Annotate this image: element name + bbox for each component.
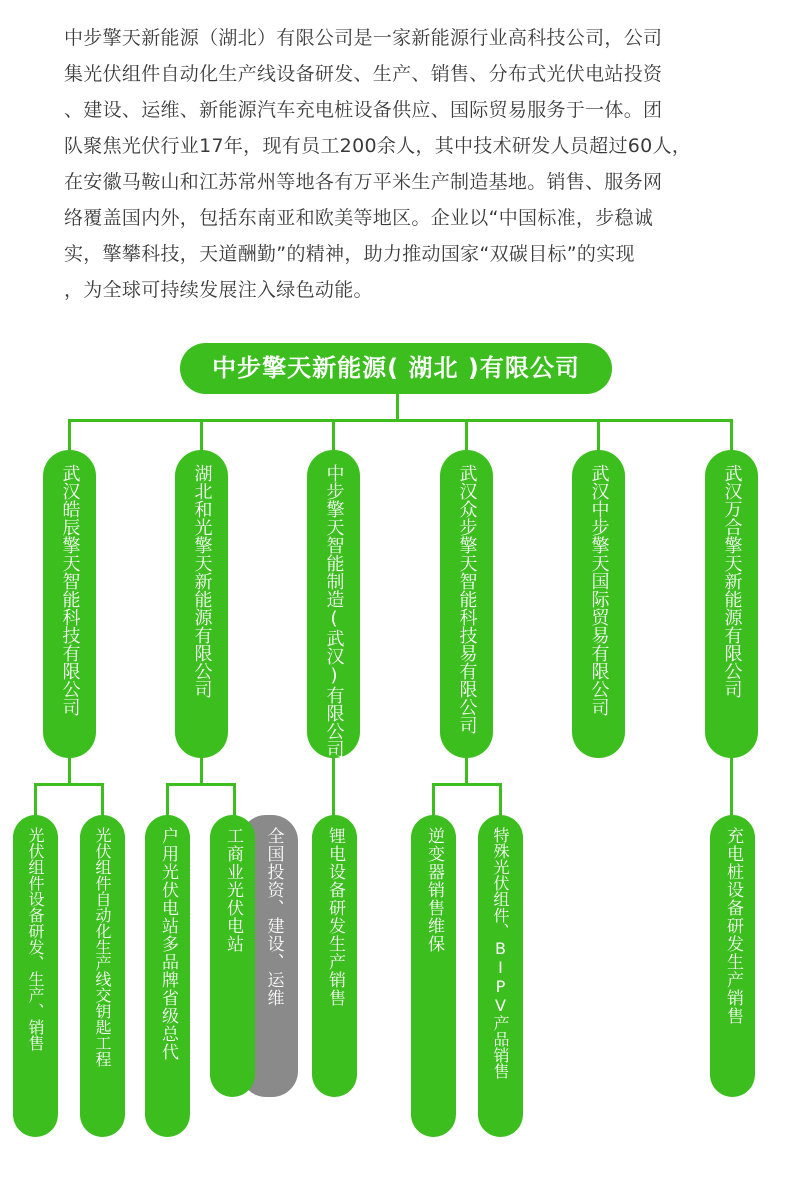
intro-line: 中步擎天新能源（湖北）有限公司是一家新能源行业高科技公司，公司 [64,27,663,49]
connector-drop [332,419,335,452]
subsidiary-label: 武汉中步擎天国际贸易有限公司 [588,464,610,716]
business-label: 户用光伏电站多品牌省级总代 [158,827,178,1061]
business-box [80,815,125,1137]
connector-drop [432,783,435,817]
subsidiary-box [440,450,493,758]
connector-drop [200,419,203,452]
intro-line: 络覆盖国内外，包括东南亚和欧美等地区。企业以“中国标准，步稳诚 [64,207,654,229]
intro-line: 队聚焦光伏行业17年，现有员工200余人，其中技术研发人员超过60人， [64,135,692,157]
connector-drop [101,783,104,817]
connector-root-trunk [396,394,399,421]
intro-line: 实，擎攀科技，天道酬勤”的精神，助力推动国家“双碳目标”的实现 [64,243,635,265]
business-label: 光伏组件设备研发、生产、销售 [26,827,45,1051]
connector-trunk [730,755,733,817]
intro-line: 、建设、运维、新能源汽车充电桩设备供应、国际贸易服务于一体。团 [64,99,663,121]
connector-trunk [200,755,203,785]
business-box [210,815,255,1097]
subsidiary-box [175,450,228,758]
connector-trunk [465,755,468,785]
business-box [145,815,190,1137]
business-label: 光伏组件自动化生产线交钥匙工程 [93,827,112,1067]
connector-trunk [332,755,335,817]
connector-drop [730,419,733,452]
intro-line: 在安徽马鞍山和江苏常州等地各有万平米生产制造基地。销售、服务网 [64,171,663,193]
connector-bus [166,783,236,786]
connector-drop [34,783,37,817]
connector-trunk [68,755,71,785]
connector-drop [597,419,600,452]
connector-bus [34,783,104,786]
business-label: 逆变器销售维保 [424,827,444,953]
connector-drop [166,783,169,817]
intro-line: 集光伏组件自动化生产线设备研发、生产、销售、分布式光伏电站投资 [64,63,663,85]
subsidiary-label: 武汉众步擎天智能科技易有限公司 [456,464,478,734]
subsidiary-label: 武汉万合擎天新能源有限公司 [721,464,743,698]
intro-paragraph [64,20,736,308]
business-box [13,815,58,1137]
business-box [478,815,523,1137]
business-label: 充电桩设备研发生产销售 [723,827,743,1025]
subsidiary-box [307,450,360,758]
intro-line: ，为全球可持续发展注入绿色动能。 [64,279,373,301]
connector-bus [432,783,502,786]
connector-drop [499,783,502,817]
business-box [710,815,755,1097]
business-label: 工商业光伏电站 [223,827,243,953]
connector-drop [465,419,468,452]
subsidiary-label: 中步擎天智能制造(武汉)有限公司 [323,464,345,758]
subsidiary-box [572,450,625,758]
connector-drop [233,783,236,817]
connector-drop [68,419,71,452]
subsidiary-box [705,450,758,758]
subsidiary-box [43,450,96,758]
business-label: 全国投资、建设、运维 [263,827,284,1007]
subsidiary-label: 武汉皓辰擎天智能科技有限公司 [59,464,81,716]
business-label: 锂电设备研发生产销售 [325,827,345,1007]
connector-subsidiary-bus [68,419,733,422]
root-company: 中步擎天新能源( 湖北 )有限公司 [180,343,612,394]
business-box [312,815,357,1097]
subsidiary-label: 湖北和光擎天新能源有限公司 [191,464,213,698]
business-box [411,815,456,1137]
business-label: 特殊光伏组件、BIPV产品销售 [491,827,510,1079]
